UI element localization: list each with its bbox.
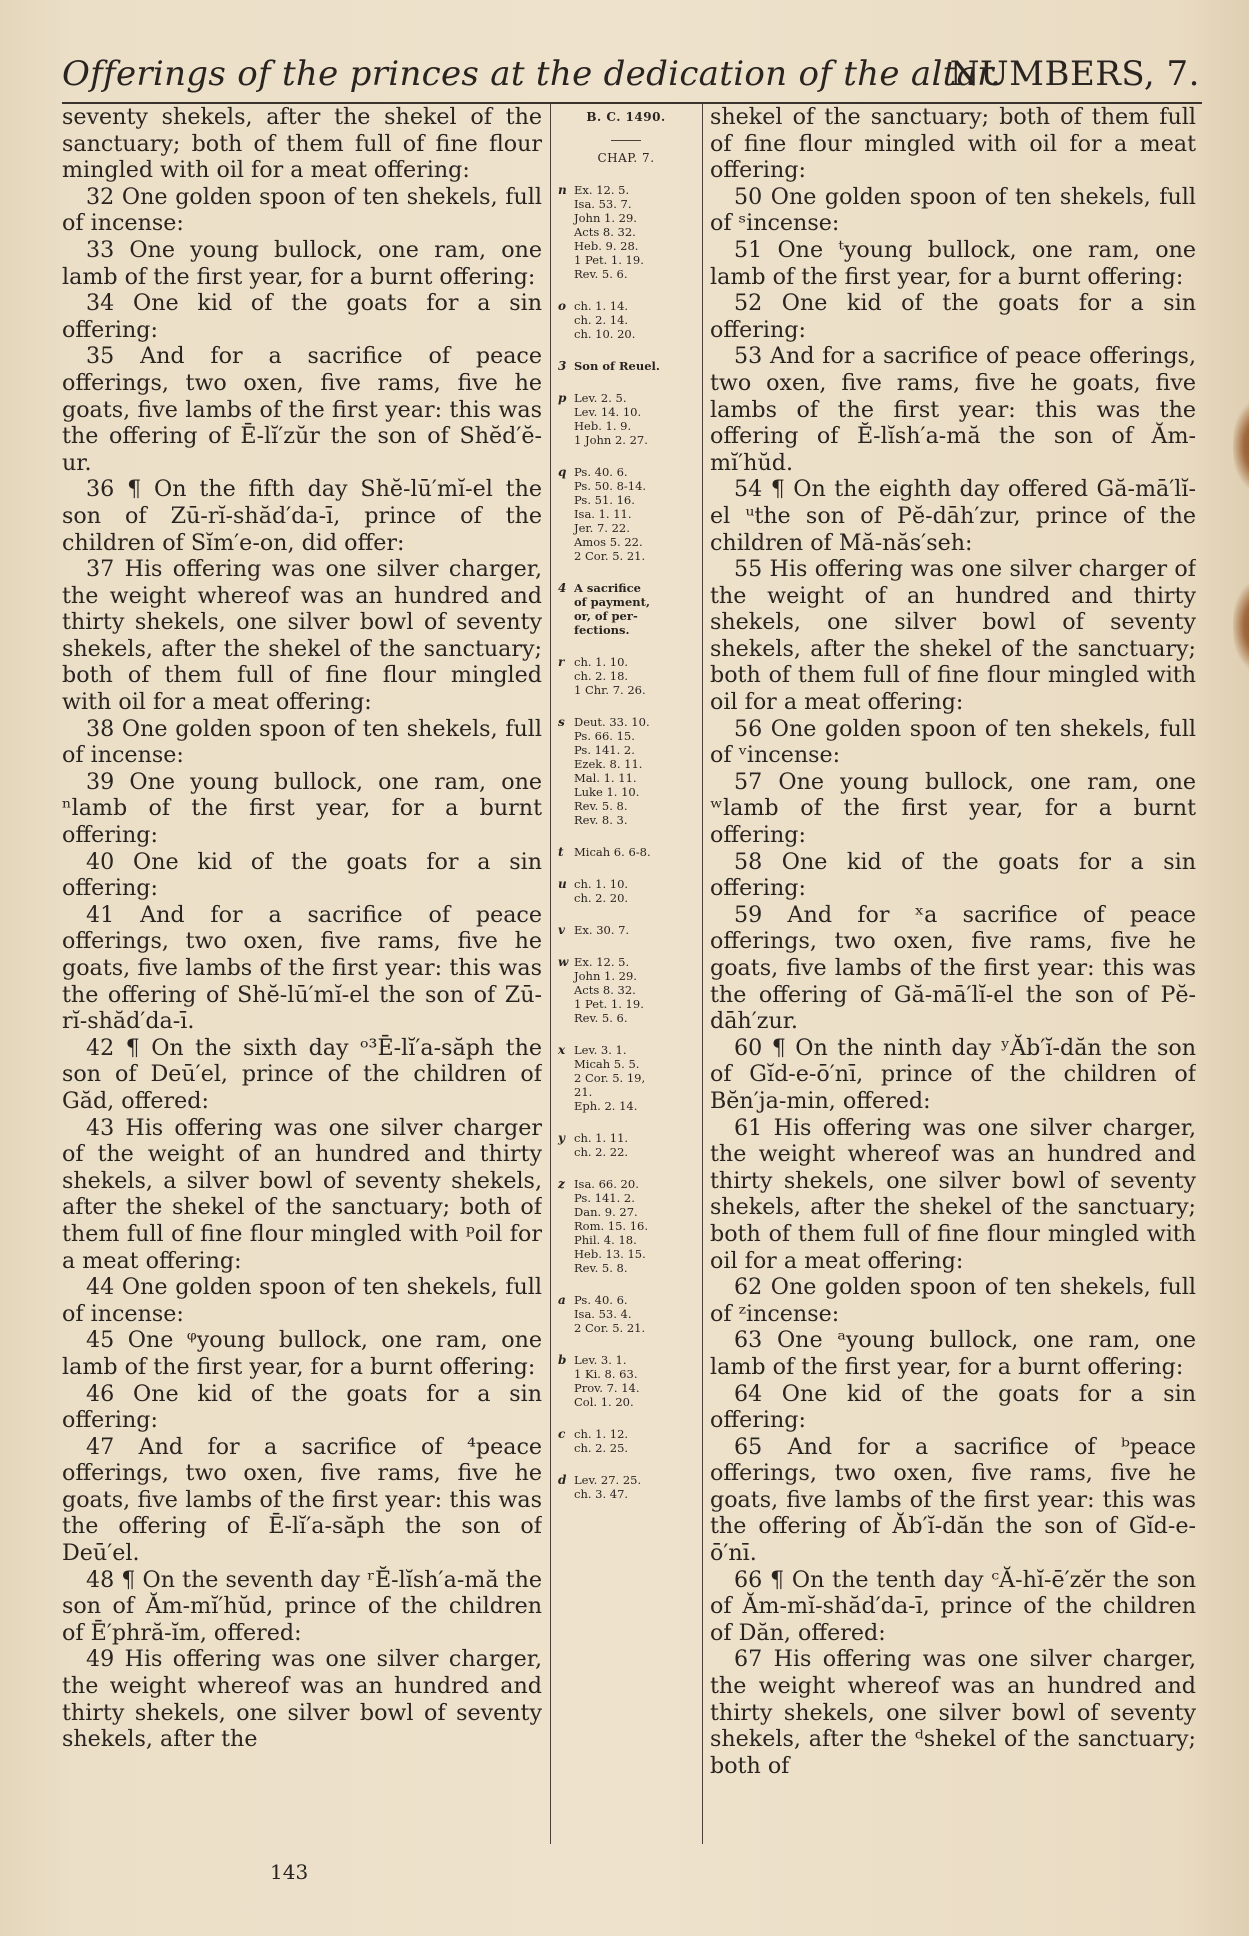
reference-line: Lev. 14. 10.	[574, 405, 642, 419]
cross-reference	[554, 1043, 698, 1113]
page-edge-stain	[1233, 400, 1249, 492]
reference-line: Jer. 7. 22.	[574, 521, 630, 535]
column-divider-left	[550, 104, 551, 1844]
verse-paragraph: 57 One young bullock, one ram, one ʷlamb of the first year, for a burnt offering:	[710, 768, 1196, 849]
reference-line: Ps. 40. 6.	[574, 465, 628, 479]
reference-line: 1 Pet. 1. 19.	[574, 253, 644, 267]
verse-paragraph: 33 One young bullock, one ram, one lamb of the first year, for a burnt offering:	[62, 236, 542, 290]
reference-line: ch. 2. 22.	[574, 1145, 629, 1159]
verse-paragraph: 59 And for ˣa sacrifice of peace offerings, two oxen, five rams, five he goats, five lambs of the first year: this was the offering of Gă-mā′lĭ-el the son of Pĕ-dāh′zur.	[710, 901, 1196, 1035]
verse-paragraph: shekel of the sanctuary; both of them full of fine flour mingled with oil for a meat offering:	[710, 104, 1196, 184]
cross-reference	[554, 1427, 698, 1455]
verse-paragraph: 38 One golden spoon of ten shekels, full of incense:	[62, 715, 542, 769]
reference-line: ch. 2. 25.	[574, 1441, 629, 1455]
reference-line: Ex. 30. 7.	[574, 923, 630, 937]
right-text-column	[710, 104, 1196, 1844]
reference-line: 1 Pet. 1. 19.	[574, 997, 644, 1011]
left-text-column	[62, 104, 542, 1844]
verse-paragraph: 61 His offering was one silver charger, the weight whereof was an hundred and thirty shekels, one silver bowl of seventy shekels, after the shekel of the sanctuary; both of them full of fine flour mingled with oil for a meat offering:	[710, 1114, 1196, 1274]
cross-reference	[554, 1293, 698, 1335]
reference-line: Lev. 3. 1.	[574, 1043, 627, 1057]
reference-line: A sacrifice	[574, 581, 641, 595]
reference-line: Isa. 53. 7.	[574, 197, 632, 211]
reference-line: Heb. 1. 9.	[574, 419, 632, 433]
reference-line: ch. 1. 10.	[574, 655, 629, 669]
reference-line: Micah 5. 5.	[574, 1057, 640, 1071]
verse-paragraph: 39 One young bullock, one ram, one ⁿlamb of the first year, for a burnt offering:	[62, 768, 542, 849]
reference-line: Mal. 1. 11.	[574, 771, 637, 785]
reference-line: ch. 1. 12.	[574, 1427, 629, 1441]
cross-reference	[554, 715, 698, 827]
cross-reference	[554, 299, 698, 341]
reference-mark: y	[558, 1131, 565, 1145]
reference-line: John 1. 29.	[574, 211, 637, 225]
verse-paragraph: 55 His offering was one silver charger of the weight of an hundred and thirty shekels, one silver bowl of seventy shekels, after the shekel of the sanctuary; both of them full of fine flour mingled with oil for a meat offering:	[710, 556, 1196, 716]
verse-paragraph: 47 And for a sacrifice of ⁴peace offerings, two oxen, five rams, five he goats, five lambs of the first year: this was the offering of Ē-lĭ′a-săph the son of Deū′el.	[62, 1433, 542, 1567]
reference-column	[554, 108, 698, 1848]
reference-line: Eph. 2. 14.	[574, 1099, 638, 1113]
reference-mark: 4	[558, 581, 567, 595]
reference-mark: n	[558, 183, 567, 197]
cross-reference	[554, 1353, 698, 1409]
verse-paragraph: 40 One kid of the goats for a sin offering:	[62, 848, 542, 902]
header-book-chapter: NUMBERS, 7.	[949, 54, 1200, 94]
reference-line: Isa. 1. 11.	[574, 507, 632, 521]
reference-line: of payment,	[574, 595, 650, 609]
reference-mark: q	[558, 465, 567, 479]
running-header	[62, 52, 1202, 104]
cross-reference	[554, 391, 698, 447]
reference-mark: d	[558, 1473, 567, 1487]
reference-line: Rom. 15. 16.	[574, 1219, 649, 1233]
verse-paragraph: 46 One kid of the goats for a sin offering:	[62, 1380, 542, 1434]
reference-line: Amos 5. 22.	[574, 535, 643, 549]
chapter-label: CHAP. 7.	[597, 151, 655, 165]
reference-line: Ps. 141. 2.	[574, 743, 635, 757]
reference-mark: r	[558, 655, 565, 669]
reference-line: Son of Reuel.	[574, 359, 660, 373]
reference-line: or, of per-	[574, 609, 638, 623]
reference-line: Lev. 27. 25.	[574, 1473, 642, 1487]
cross-reference	[554, 923, 698, 937]
verse-paragraph: 34 One kid of the goats for a sin offering:	[62, 290, 542, 343]
page-number: 143	[270, 1860, 309, 1884]
reference-line: Rev. 5. 6.	[574, 267, 628, 281]
reference-line: Rev. 5. 6.	[574, 1011, 628, 1025]
reference-line: Ps. 66. 15.	[574, 729, 635, 743]
reference-line: Ex. 12. 5.	[574, 955, 630, 969]
cross-reference	[554, 877, 698, 905]
cross-reference	[554, 1177, 698, 1275]
reference-line: Ezek. 8. 11.	[574, 757, 643, 771]
cross-reference	[554, 183, 698, 281]
reference-line: Isa. 53. 4.	[574, 1307, 632, 1321]
reference-line: Ps. 40. 6.	[574, 1293, 628, 1307]
reference-line: Ps. 50. 8-14.	[574, 479, 647, 493]
verse-paragraph: 41 And for a sacrifice of peace offerings, two oxen, five rams, five he goats, five lambs of the first year: this was the offering of Shĕ-lū′mĭ-el the son of Zū-rĭ-shăd′da-ī.	[62, 901, 542, 1035]
verse-paragraph: 50 One golden spoon of ten shekels, full of ˢincense:	[710, 183, 1196, 237]
chronology-date: B. C. 1490.	[586, 110, 666, 124]
reference-line: Micah 6. 6-8.	[574, 845, 651, 859]
column-divider-right	[702, 104, 703, 1844]
reference-mark: x	[558, 1043, 566, 1057]
reference-line: 2 Cor. 5. 21.	[574, 549, 646, 563]
reference-line: 2 Cor. 5. 21.	[574, 1321, 646, 1335]
reference-mark: s	[558, 715, 565, 729]
reference-line: 21.	[574, 1085, 593, 1099]
verse-paragraph: 52 One kid of the goats for a sin offering:	[710, 290, 1196, 343]
reference-line: ch. 1. 11.	[574, 1131, 629, 1145]
verse-paragraph: 44 One golden spoon of ten shekels, full of incense:	[62, 1274, 542, 1327]
reference-line: Deut. 33. 10.	[574, 715, 650, 729]
verse-paragraph: 67 His offering was one silver charger, the weight whereof was an hundred and thirty shekels, one silver bowl of seventy shekels, after the ᵈshekel of the sanctuary; both of	[710, 1646, 1196, 1779]
reference-line: Lev. 3. 1.	[574, 1353, 627, 1367]
verse-paragraph: 48 ¶ On the seventh day ʳĔ-lĭsh′a-mă the son of Ăm-mĭ′hŭd, prince of the children of Ē′phră-ĭm, offered:	[62, 1566, 542, 1646]
reference-mark: p	[558, 391, 567, 405]
verse-paragraph: 49 His offering was one silver charger, the weight whereof was an hundred and thirty shekels, one silver bowl of seventy shekels, after the	[62, 1646, 542, 1753]
reference-line: Rev. 8. 3.	[574, 813, 628, 827]
reference-line: Acts 8. 32.	[574, 225, 636, 239]
verse-paragraph: 42 ¶ On the sixth day ᵒ³Ē-lĭ′a-săph the son of Deū′el, prince of the children of Găd, offered:	[62, 1034, 542, 1114]
verse-paragraph: seventy shekels, after the shekel of the sanctuary; both of them full of fine flour mingled with oil for a meat offering:	[62, 104, 542, 184]
verse-paragraph: 66 ¶ On the tenth day ᶜĂ-hĭ-ē′zĕr the son of Ăm-mĭ-shăd′da-ī, prince of the children of Dăn, offered:	[710, 1566, 1196, 1646]
cross-reference	[554, 465, 698, 563]
verse-paragraph: 32 One golden spoon of ten shekels, full of incense:	[62, 183, 542, 237]
cross-reference	[554, 1131, 698, 1159]
reference-line: Prov. 7. 14.	[574, 1381, 640, 1395]
chronology-divider	[611, 140, 641, 141]
reference-line: 1 Chr. 7. 26.	[574, 683, 646, 697]
reference-line: Ex. 12. 5.	[574, 183, 630, 197]
reference-mark: c	[558, 1427, 566, 1441]
marginal-note	[554, 581, 698, 637]
verse-paragraph: 62 One golden spoon of ten shekels, full of ᶻincense:	[710, 1274, 1196, 1327]
reference-line: John 1. 29.	[574, 969, 637, 983]
reference-line: Rev. 5. 8.	[574, 799, 628, 813]
reference-line: Lev. 2. 5.	[574, 391, 627, 405]
reference-mark: a	[558, 1293, 566, 1307]
reference-line: Isa. 66. 20.	[574, 1177, 639, 1191]
reference-line: ch. 1. 10.	[574, 877, 629, 891]
verse-paragraph: 43 His offering was one silver charger of the weight of an hundred and thirty shekels, a silver bowl of seventy shekels, after the shekel of the sanctuary; both of them full of fine flour mingled with ᵖoil for a meat offering:	[62, 1114, 542, 1274]
reference-line: ch. 10. 20.	[574, 327, 636, 341]
reference-line: Col. 1. 20.	[574, 1395, 634, 1409]
verse-paragraph: 37 His offering was one silver charger, the weight whereof was an hundred and thirty shekels, one silver bowl of seventy shekels, after the shekel of the sanctuary; both of them full of fine flour mingled with oil for a meat offering:	[62, 556, 542, 716]
verse-paragraph: 53 And for a sacrifice of peace offerings, two oxen, five rams, five he goats, five lambs of the first year: this was the offering of Ĕ-lĭsh′a-mă the son of Ăm-mĭ′hŭd.	[710, 343, 1196, 476]
reference-line: Phil. 4. 18.	[574, 1233, 637, 1247]
reference-mark: v	[558, 923, 565, 937]
reference-line: Acts 8. 32.	[574, 983, 636, 997]
cross-reference-list	[554, 183, 698, 1501]
reference-line: Heb. 9. 28.	[574, 239, 639, 253]
verse-paragraph: 65 And for a sacrifice of ᵇpeace offerings, two oxen, five rams, five he goats, five lambs of the first year: this was the offering of Ăb′ĭ-dăn the son of Gĭd-e-ō′nī.	[710, 1433, 1196, 1567]
reference-line: ch. 2. 14.	[574, 313, 629, 327]
reference-mark: b	[558, 1353, 567, 1367]
reference-mark: t	[558, 845, 564, 859]
reference-line: ch. 2. 18.	[574, 669, 629, 683]
verse-paragraph: 51 One ᵗyoung bullock, one ram, one lamb of the first year, for a burnt offering:	[710, 236, 1196, 290]
page-edge-stain	[1233, 580, 1249, 672]
reference-line: ch. 3. 47.	[574, 1487, 629, 1501]
cross-reference	[554, 1473, 698, 1501]
reference-mark: z	[558, 1177, 565, 1191]
header-title: Offerings of the princes at the dedication of the altar.	[62, 54, 1002, 94]
reference-mark: u	[558, 877, 567, 891]
verse-paragraph: 54 ¶ On the eighth day offered Gă-mā′lĭ-el ᵘthe son of Pĕ-dāh′zur, prince of the children of Mă-năs′seh:	[710, 476, 1196, 556]
verse-paragraph: 45 One ᵠyoung bullock, one ram, one lamb of the first year, for a burnt offering:	[62, 1327, 542, 1380]
verse-paragraph: 36 ¶ On the fifth day Shĕ-lū′mĭ-el the son of Zū-rĭ-shăd′da-ī, prince of the children of Sĭm′e-on, did offer:	[62, 476, 542, 556]
verse-paragraph: 60 ¶ On the ninth day ʸĂb′ĭ-dăn the son of Gĭd-e-ō′nī, prince of the children of Bĕn′ja-min, offered:	[710, 1034, 1196, 1114]
verse-paragraph: 63 One ᵃyoung bullock, one ram, one lamb of the first year, for a burnt offering:	[710, 1327, 1196, 1380]
marginal-note	[554, 359, 698, 373]
cross-reference	[554, 655, 698, 697]
verse-paragraph: 64 One kid of the goats for a sin offering:	[710, 1380, 1196, 1434]
verse-paragraph: 56 One golden spoon of ten shekels, full of ᵛincense:	[710, 715, 1196, 769]
reference-line: fections.	[574, 623, 630, 637]
reference-line: 2 Cor. 5. 19,	[574, 1071, 646, 1085]
reference-line: Heb. 13. 15.	[574, 1247, 646, 1261]
reference-mark: w	[558, 955, 569, 969]
reference-line: Dan. 9. 27.	[574, 1205, 638, 1219]
reference-line: 1 Ki. 8. 63.	[574, 1367, 638, 1381]
reference-line: ch. 1. 14.	[574, 299, 629, 313]
reference-line: Luke 1. 10.	[574, 785, 640, 799]
reference-mark: o	[558, 299, 567, 313]
reference-line: Ps. 51. 16.	[574, 493, 635, 507]
verse-paragraph: 58 One kid of the goats for a sin offering:	[710, 848, 1196, 902]
reference-line: Rev. 5. 8.	[574, 1261, 628, 1275]
reference-line: ch. 2. 20.	[574, 891, 629, 905]
verse-paragraph: 35 And for a sacrifice of peace offerings, two oxen, five rams, five he goats, five lambs of the first year: this was the offering of Ē-lĭ′zŭr the son of Shĕd′ĕ-ur.	[62, 343, 542, 476]
reference-line: 1 John 2. 27.	[574, 433, 648, 447]
reference-mark: 3	[558, 359, 567, 373]
reference-line: Ps. 141. 2.	[574, 1191, 635, 1205]
cross-reference	[554, 955, 698, 1025]
cross-reference	[554, 845, 698, 859]
